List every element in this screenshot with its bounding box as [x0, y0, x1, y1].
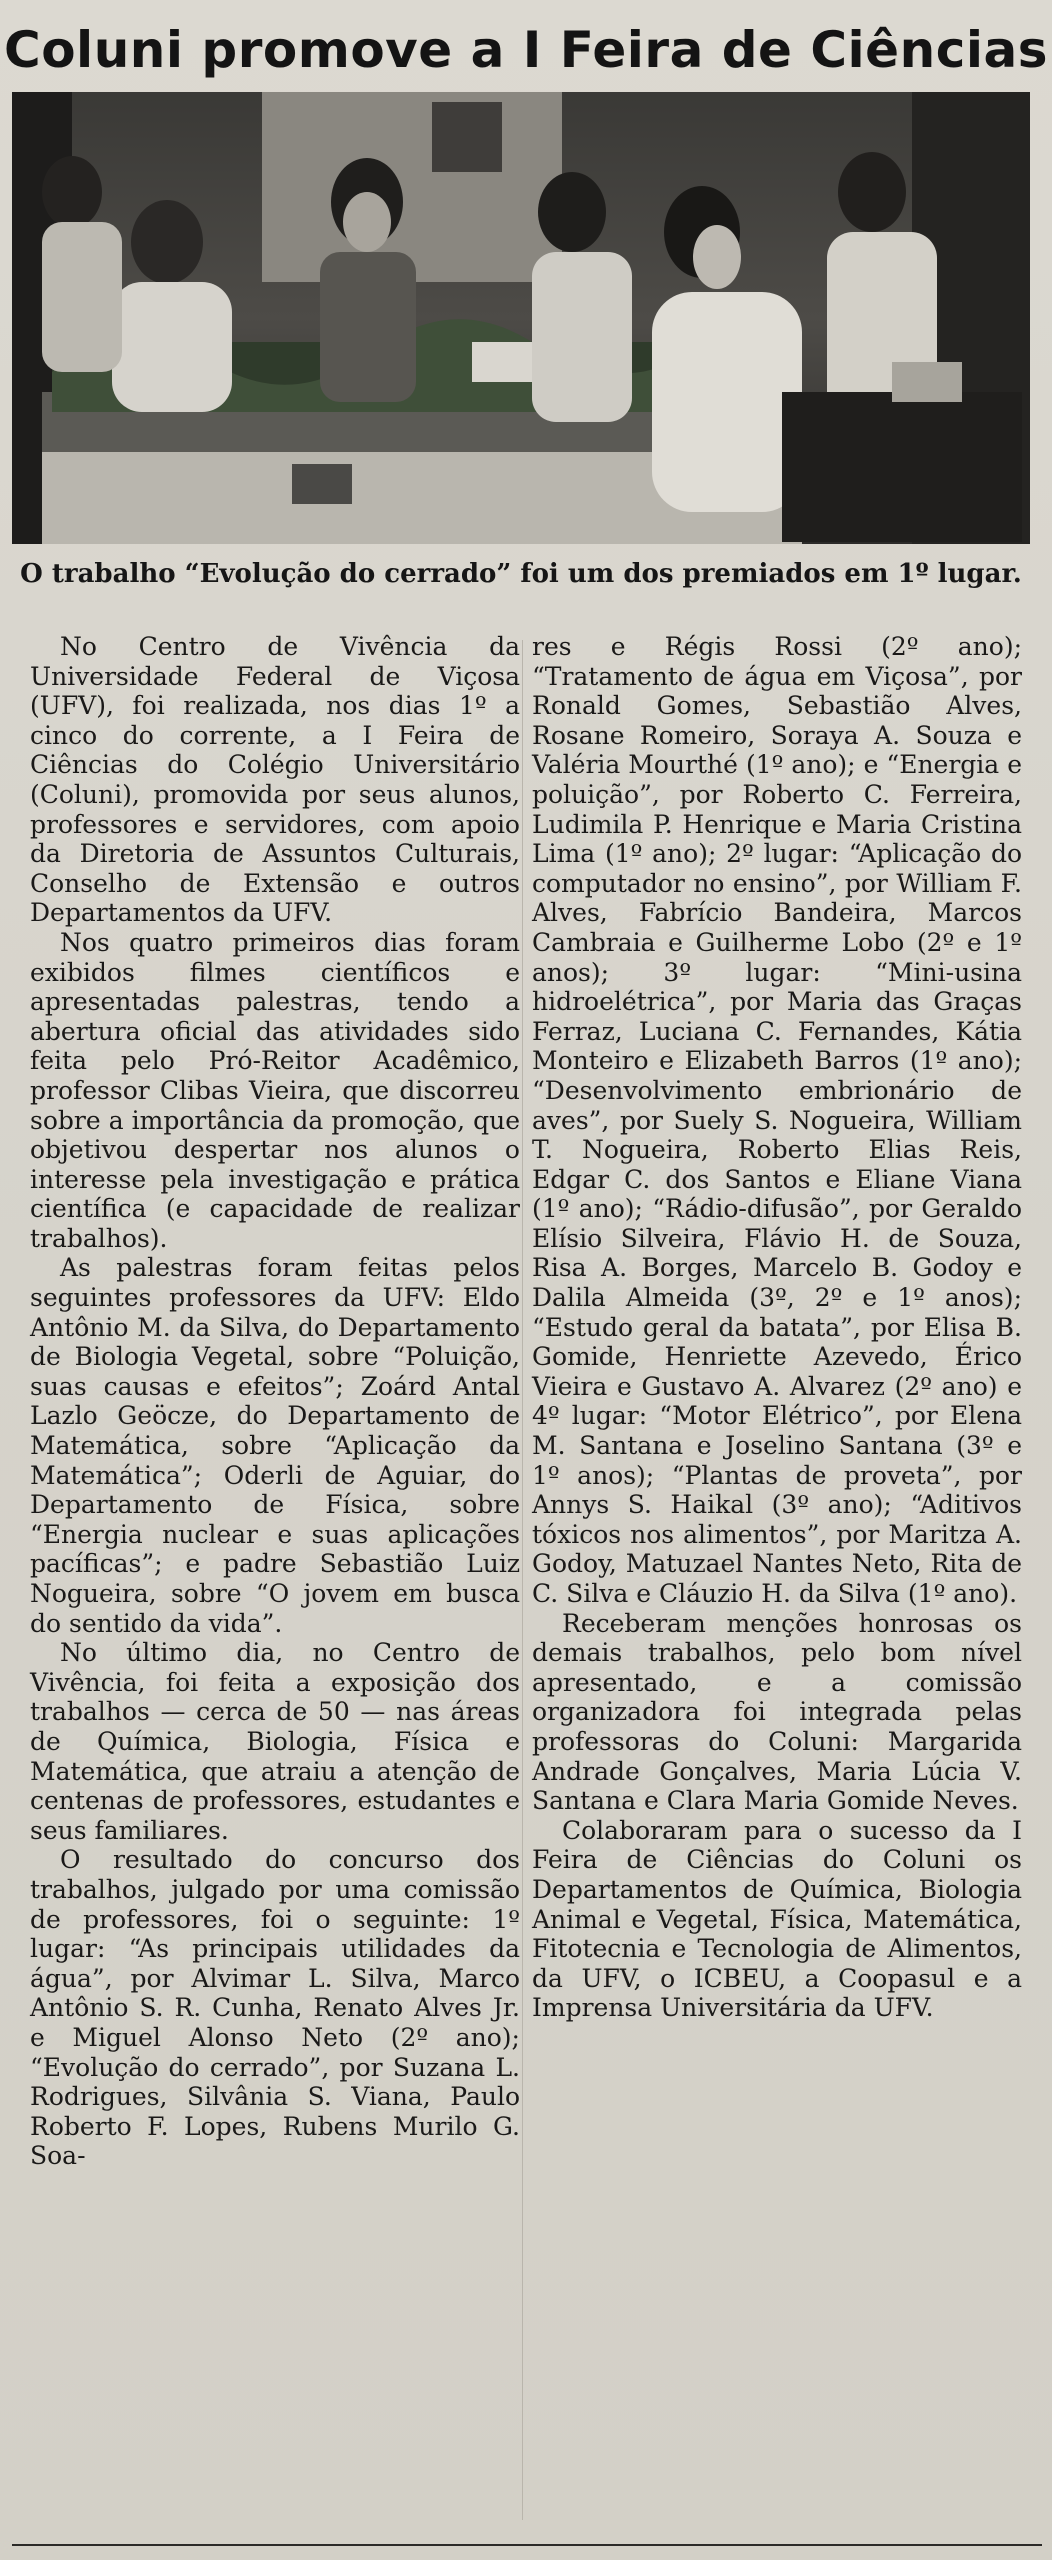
- paragraph: As palestras foram feitas pelos seguintes professores da UFV: Eldo Antônio M. da Silva, do Departamento de Biologia Vegetal, sobre “Poluição, suas causas e efeitos”; Zoárd Antal Lazlo Geöcze, do Departamento de Matemática, sobre “Aplicação da Matemática”; Oderli de Aguiar, do Departamento de Física, sobre “Energia nuclear e suas aplicações pacíficas”; e padre Sebastião Luiz Nogueira, sobre “O jovem em busca do sentido da vida”.: [30, 1253, 520, 1638]
- article-photo: [12, 92, 1030, 544]
- article-column-right: [532, 632, 1022, 2023]
- paragraph: res e Régis Rossi (2º ano); “Tratamento de água em Viçosa”, por Ronald Gomes, Sebastião Alves, Rosane Romeiro, Soraya A. Souza e Valéria Mourthé (1º ano); e “Energia e poluição”, por Roberto C. Ferreira, Ludimila P. Henrique e Maria Cristina Lima (1º ano); 2º lugar: “Aplicação do computador no ensino”, por William F. Alves, Fabrício Bandeira, Marcos Cambraia e Guilherme Lobo (2º e 1º anos); 3º lugar: “Mini-usina hidroelétrica”, por Maria das Graças Ferraz, Luciana C. Fernandes, Kátia Monteiro e Elizabeth Barros (1º ano); “Desenvolvimento embrionário de aves”, por Suely S. Nogueira, William T. Nogueira, Roberto Elias Reis, Edgar C. dos Santos e Eliane Viana (1º ano); “Rádio-difusão”, por Geraldo Elísio Silveira, Flávio H. de Souza, Risa A. Borges, Marcelo B. Godoy e Dalila Almeida (3º, 2º e 1º anos); “Estudo geral da batata”, por Elisa B. Gomide, Henriette Azevedo, Érico Vieira e Gustavo A. Alvarez (2º ano) e 4º lugar: “Motor Elétrico”, por Elena M. Santana e Joselino Santana (3º e 1º anos); “Plantas de proveta”, por Annys S. Haikal (3º ano); “Aditivos tóxicos nos alimentos”, por Maritza A. Godoy, Matuzael Nantes Neto, Rita de C. Silva e Cláuzio H. da Silva (1º ano).: [532, 632, 1022, 1608]
- students-at-exhibit-photo: [12, 92, 1030, 544]
- paragraph: No último dia, no Centro de Vivência, foi feita a exposição dos trabalhos — cerca de 50 — nas áreas de Química, Biologia, Física e Matemática, que atraiu a atenção de centenas de professores, estudantes e seus familiares.: [30, 1638, 520, 1845]
- column-divider: [522, 640, 523, 2520]
- bottom-rule: [12, 2544, 1042, 2546]
- paragraph: No Centro de Vivência da Universidade Federal de Viçosa (UFV), foi realizada, nos dias 1º a cinco do corrente, a I Feira de Ciências do Colégio Universitário (Coluni), promovida por seus alunos, professores e servidores, com apoio da Diretoria de Assuntos Culturais, Conselho de Extensão e outros Departamentos da UFV.: [30, 632, 520, 928]
- paragraph: Nos quatro primeiros dias foram exibidos filmes científicos e apresentadas palestras, tendo a abertura oficial das atividades sido feita pelo Pró-Reitor Acadêmico, professor Clibas Vieira, que discorreu sobre a importância da promoção, que objetivou despertar nos alunos o interesse pela investigação e prática científica (e capacidade de realizar trabalhos).: [30, 927, 520, 1253]
- paragraph: Receberam menções honrosas os demais trabalhos, pelo bom nível apresentado, e a comissão organizadora foi integrada pelas professoras do Coluni: Margarida Andrade Gonçalves, Maria Lúcia V. Santana e Clara Maria Gomide Neves.: [532, 1608, 1022, 1816]
- paragraph: Colaboraram para o sucesso da I Feira de Ciências do Coluni os Departamentos de Química, Biologia Animal e Vegetal, Física, Matemática, Fitotecnia e Tecnologia de Alimentos, da UFV, o ICBEU, a Coopasul e a Imprensa Universitária da UFV.: [532, 1815, 1022, 2023]
- photo-caption: O trabalho “Evolução do cerrado” foi um dos premiados em 1º lugar.: [20, 559, 1022, 589]
- article-column-left: [30, 632, 520, 2171]
- paragraph: O resultado do concurso dos trabalhos, julgado por uma comissão de professores, foi o seguinte: 1º lugar: “As principais utilidades da água”, por Alvimar L. Silva, Marco Antônio S. R. Cunha, Renato Alves Jr. e Miguel Alonso Neto (2º ano); “Evolução do cerrado”, por Suzana L. Rodrigues, Silvânia S. Viana, Paulo Roberto F. Lopes, Rubens Murilo G. Soa-: [30, 1845, 520, 2171]
- article-headline: Coluni promove a I Feira de Ciências: [4, 21, 1048, 79]
